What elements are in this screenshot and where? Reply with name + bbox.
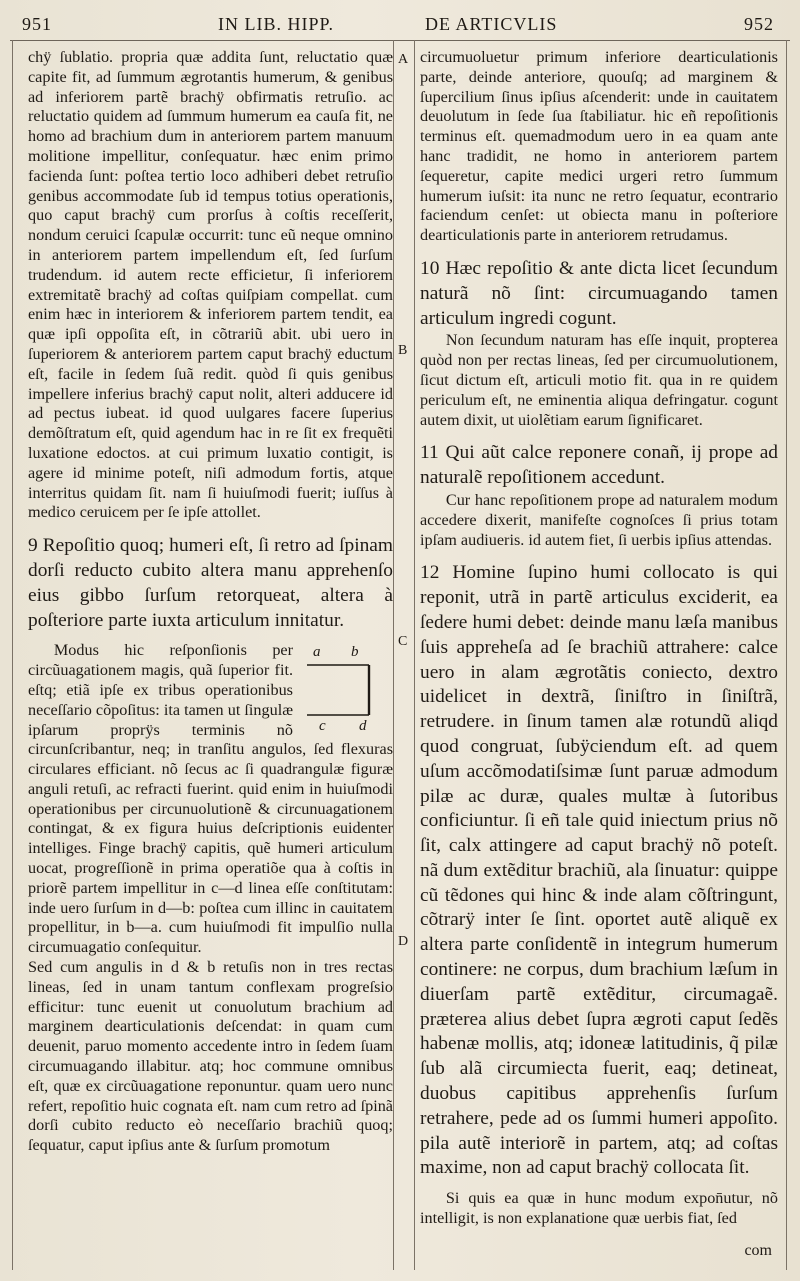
right-text-10: 10 Hæc repoſitio & ante dicta licet ſecundum naturã nõ ſint: circumuagando tamen articulum ingredi cogunt. (420, 257, 778, 329)
left-paragraph-3b: Sed cum angulis in d & b retuſis non in tres rectas lineas, ſed in unam tantum conflexam progreſsio efficitur: tunc euenit ut conuolutum brachium ad marginem dearticulationis deſcendat: in quam cum deuenit, paruo momento accedente intro in ſedem ſuam circumuagando illabitur. atq; hoc commune omnibus eſt, quæ ex circũuagatione reponuntur. quam uero nunc refert, repoſitio huic cognata eſt. nam cum retro ad ſpinã dorſi cubito reducto eò neceſſario brachiũ quoq; ſequatur, caput ipſius ante & ſurſum promotum (28, 958, 393, 1155)
right-paragraph-7: Si quis ea quæ in hunc modum expon̄utur, nõ intelligit, is non explanatione quæ uerbis fiat, ſed (420, 1189, 778, 1228)
diagram-label-b: b (351, 644, 359, 661)
right-paragraph-5: Cur hanc repoſitionem prope ad naturalem modum accedere dixerit, manifeſte cognoſces ſi prius totam ipſam audiueris. id autem fiet, ſi uerbis ipſius attendas. (420, 490, 778, 549)
running-title-right: DE ARTICVLIS (425, 14, 558, 34)
running-header (0, 14, 800, 40)
left-paragraph-3a: Modus hic reſponſionis per circũuagationem magis, quã ſuperior fit. eſtq; etiã ipſe ex tribus operationibus neceſſario cõpoſitus: ita tamen ut ſingulæ ipſarum proprÿs terminis nõ circunſcribantur, neq; in tranſitu angulos, ſed flexuras circulares efficiant. nõ ſecus ac ſi quadrangulæ figuræ anguli retuſi, ac refracti fuerint. quid enim in huiuſmodi operationibus per circunuolutionẽ & circunuagationem contingat, & ex figura huius deſcriptionis euidenter intelliges. Finge brachÿ capitis, quẽ humeri articulum uocat, progreſſionẽ in prima operatiõe qua à coſtis in priorẽ partem impellitur in c—d linea eſſe conſtitutam: inde uero ſurſum in d—b: poſtea cum illinc in cauitatem propellitur, in b—a. cum huiuſmodi fit impulſio nulla circumuagatio conſequitur. (28, 641, 393, 957)
diagram-label-c: c (319, 718, 326, 735)
right-text-12: 12 Homine ſupino humi collocato is qui reponit, utrã in partẽ articulus exciderit, ea ſedere humi debet: deinde manu læſa manibus ſuis appreheſa ad ſe brachiũ attrahere: calce uero in alam ægrotãtis coniecto, dextro uidelicet in dextrã, ſiniſtro in ſiniſtrã, retrudere. in ſinum tamen alæ rotundũ aliqd quod congruat, ſubÿciendum eſt. ad quem uſum accõmodatiſsimæ ſunt paruæ admodum pilæ ac duræ, quales multæ à ſutoribus conficiuntur. ſi eñ tale quid iniectum prius nõ ſit, calx attingere ad caput brachÿ nõ poteſt. nã dum extẽditur brachiũ, ala ſinuatur: quippe cũ tẽdones qui hinc & inde alam cõſtringunt, cõtrarÿ inter ſe ſint. oportet autẽ aliquẽ ex altera parte conſidentẽ in integrum humerum continere: ne corpus, dum brachium læſum in diuerſam partẽ extẽditur, circumagaẽ. præterea alius debet ſupra ægroti caput ſedẽs habenæ mollis, atq; idoneæ latitudinis, q̃ pilæ ſub alã circumiecta fuerit, eaq; detineat, duobus capitibus apprehenſis ſurſum retrahere, pede ad os ſummi humeri appoſito. pila autẽ interiorẽ in partem, atq; ad coſtas maxime, non ad caput brachÿ collocata ſit. (420, 562, 778, 1179)
left-paragraph-1: chÿ ſublatio. propria quæ addita ſunt, reluctatio quæ capite fit, ad ſummum ægrotantis humerum, & genibus ad inferiorem partẽ brachÿ obfirmatis retruſio. ac reluctatio quidem ad ſummum humerum ea cauſa fit, ne homo ad brachium dum in anteriorem partem manuum molitione impellitur, conſequatur. hæc enim primo facienda ſunt: poſtea tertio loco adhiberi debet retruſio genibus accommodate ſub id tempus totius operationis, quo caput brachÿ cum prorſus à coſtis receſſerit, nondum ceruici ſcapulæ occurrit: tunc eũ neque omnino in anteriorem partem impellendum eſt, ſed ſurſum trudendum. id autem recte efficietur, ſi inferiorem extremitatẽ brachÿ ad coſtas quiſpiam compellat. cum enim hæc in interiorem & inferiorem partem tendit, ea quæ ipſi oppoſita eſt, in cõtrariũ abit. ubi uero in ſuperiorem & anteriorem partem caput brachÿ eductum eſt, facile in ſedem ſuã redit. quòd ſi quis genibus impellere inferius brachÿ caput nolit, alteri adducere id ad pectus iubeat. id quod uulgares facere ſuperius demõſtratum eſt, quid agendum hac in re ſit ex frequẽti luxatione edoctos. at cui primum luxatio contigit, is agere id minime poteſt, niſi admodum fortis, atque interritus quidam ſit. nam ſi huiuſmodi fuerit; iuſſus à medico ceruicem per ſe ipſe attollet. (28, 48, 393, 522)
left-frame-line (12, 40, 13, 1270)
margin-letter-d: D (398, 934, 409, 949)
page-number-left: 951 (22, 14, 52, 34)
header-rule (10, 40, 790, 41)
margin-letter-a: A (398, 52, 409, 67)
running-title-left: IN LIB. HIPP. (218, 14, 335, 34)
left-column (28, 48, 393, 1156)
margin-letter-b: B (398, 343, 408, 358)
right-text-11: 11 Qui aũt calce reponere conañ, ij prope ad naturalẽ repoſitionem accedunt. (420, 442, 778, 489)
margin-letter-c: C (398, 634, 408, 649)
right-frame-line (786, 40, 787, 1270)
right-column (420, 48, 778, 1229)
right-paragraph-3: Non ſecundum naturam has eſſe inquit, propterea quòd non per rectas lineas, ſed per circumuolutionem, ſicut dictum eſt, articuli motio fit. qua in re quidem periculum eſt, ne eminentia aliqua defringatur. cogunt autem dixit, ut uiolẽtiam earum ſignificaret. (420, 331, 778, 429)
catchword: com (744, 1242, 772, 1259)
left-text-9: 9 Repoſitio quoq; humeri eſt, ſi retro ad ſpinam dorſi reducto cubito altera manu apprehenſo eius gibbo ſurſum retorqueat, altera à poſteriore parte iuxta articulum innitatur. (28, 535, 393, 631)
diagram-label-a: a (313, 644, 321, 661)
diagram-label-d: d (359, 718, 367, 735)
right-paragraph-1: circumuoluetur primum inferiore dearticulationis parte, deinde anteriore, quouſq; ad marginem & ſupercilium ſinus ipſius aſcenderit: unde in cauitatem deuolutum in ſede ſua ſtabiliatur. hic eñ repoſitionis terminus eſt. quemadmodum uero in ea quam ante hanc tradidit, ne homo in anteriorem partem ſequeretur, capite medici urgeri retro ſummum humerum iuſsit: ita nunc ne retro ſequatur, econtrario faciendum cenſet: ut obiecta manu in poſteriore dearticulationis parte in anteriorem retrudamus. (420, 48, 778, 245)
gutter-line-right (414, 40, 415, 1270)
circumvolution-diagram (299, 643, 395, 735)
page-number-right: 952 (744, 14, 774, 34)
